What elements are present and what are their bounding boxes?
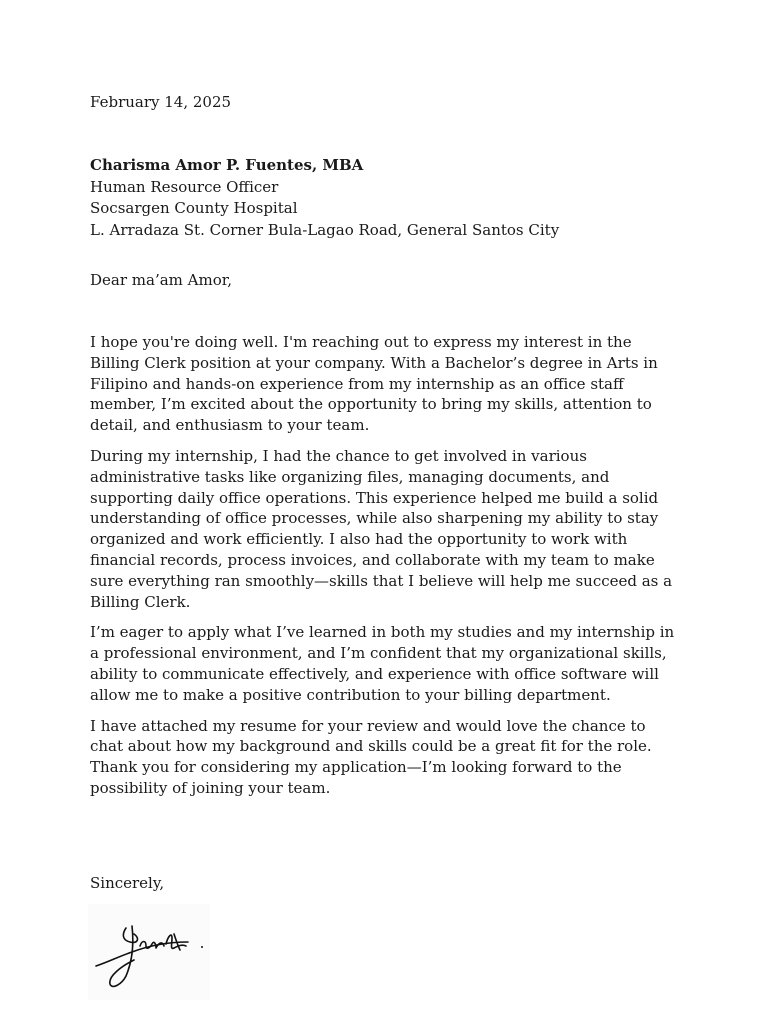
recipient-name: Charisma Amor P. Fuentes, MBA	[90, 156, 364, 174]
recipient-organization: Socsargen County Hospital	[90, 199, 298, 217]
body-paragraph: I hope you're doing well. I'm reaching out to express my interest in the Billing Clerk position at your company. With a Bachelor’s degree in Arts in Filipino and hands-on experience from my internship as an office staff member, I’m excited about the opportunity to bring my skills, attention to detail, and enthusiasm to your team.	[90, 333, 658, 435]
salutation: Dear ma’am Amor,	[90, 271, 233, 289]
letter-date: February 14, 2025	[90, 93, 232, 111]
closing: Sincerely,	[90, 874, 165, 892]
recipient-title: Human Resource Officer	[90, 177, 279, 196]
recipient-block	[90, 155, 559, 241]
signature-icon	[88, 904, 210, 1000]
letter-body	[90, 332, 682, 809]
body-paragraph: I have attached my resume for your review and would love the chance to chat about how my background and skills could be a great fit for the role. Thank you for considering my application—I’m looking forward to the possibility of joining your team.	[90, 716, 652, 797]
recipient-address: L. Arradaza St. Corner Bula-Lagao Road, General Santos City	[90, 220, 560, 239]
body-paragraph: During my internship, I had the chance to get involved in various administrative tasks like organizing files, managing documents, and supporting daily office operations. This experience helped me build a solid understanding of office processes, while also sharpening my ability to stay organized and work efficiently. I also had the opportunity to work with financial records, process invoices, and collaborate with my team to make sure everything ran smoothly—skills that I believe will help me succeed as a Billing Clerk.	[90, 446, 673, 611]
body-paragraph: I’m eager to apply what I’ve learned in both my studies and my internship in a professional environment, and I’m confident that my organizational skills, ability to communicate effectively, and experience with office software will allow me to make a positive contribution to your billing department.	[90, 623, 675, 704]
